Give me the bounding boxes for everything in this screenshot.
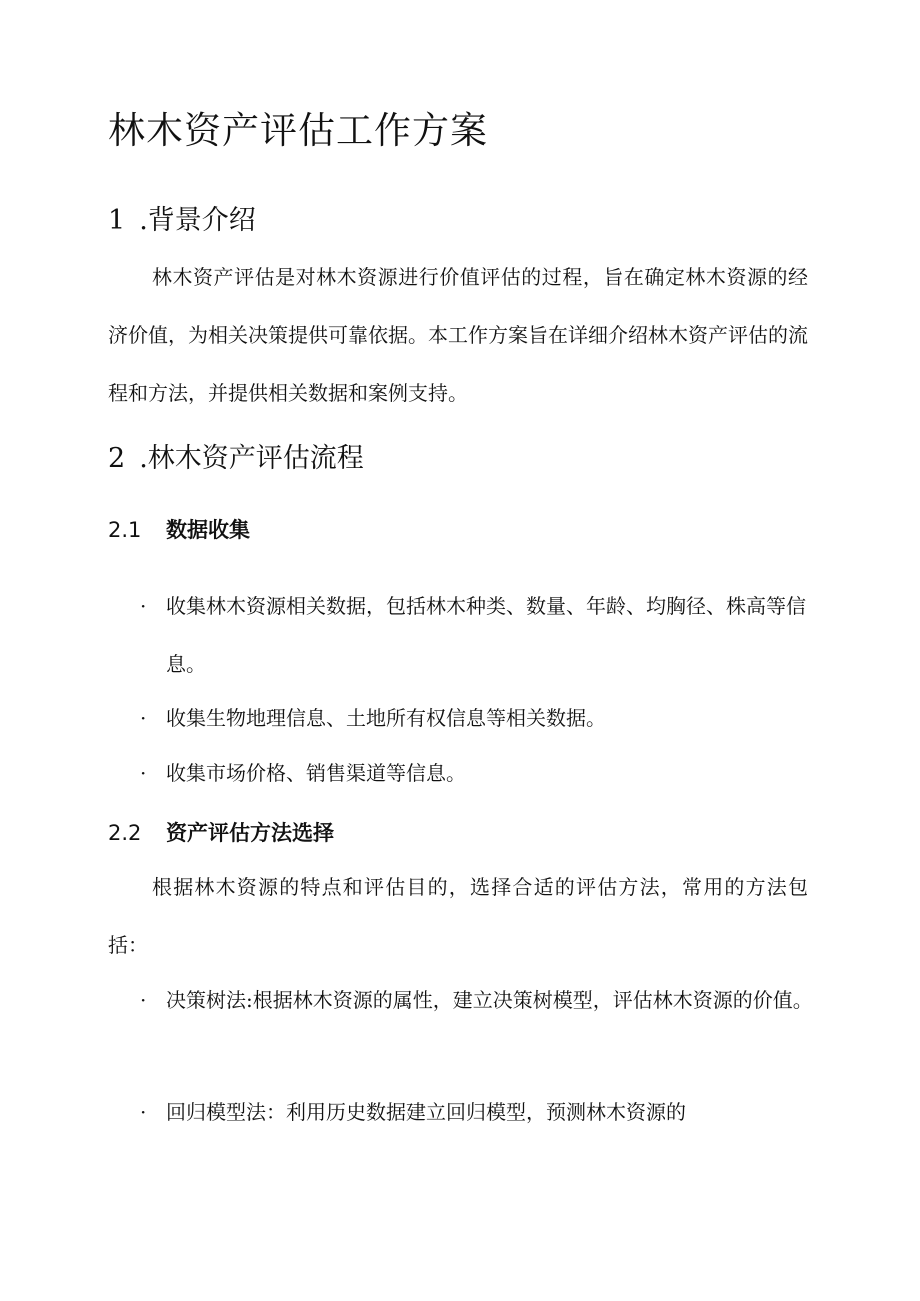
subsection-title: 资产评估方法选择 [166,821,334,845]
list-item-text: 回归模型法：利用历史数据建立回归模型，预测林木资源的 [166,1100,686,1124]
list-item-text: 收集生物地理信息、土地所有权信息等相关数据。 [166,706,606,730]
list-item [140,577,836,693]
section-number: 1 [108,205,126,236]
list-item [140,1083,836,1141]
section-heading-1 [108,198,256,237]
bullet-dot: · [140,761,147,785]
background-paragraph: 林木资产评估是对林木资源进行价值评估的过程，旨在确定林木资源的经济价值，为相关决策提供可靠依据。本工作方案旨在详细介绍林木资产评估的流程和方法，并提供相关数据和案例支持。 [108,265,808,405]
section-heading-2 [108,436,364,475]
list-item-text: 收集市场价格、销售渠道等信息。 [166,761,466,785]
list-item-text: 收集林木资源相关数据，包括林木种类、数量、年龄、均胸径、株高等信息。 [166,594,806,676]
bullet-dot: · [140,988,147,1012]
section-number: 2 [108,443,126,474]
list-item [140,689,836,747]
document-title: 林木资产评估工作方案 [108,109,488,152]
bullet-dot: · [140,1100,147,1124]
bullet-dot: · [140,706,147,730]
subsection-title: 数据收集 [166,518,250,542]
methods-paragraph: 根据林木资源的特点和评估目的，选择合适的评估方法，常用的方法包括： [108,875,808,957]
bullet-dot: · [140,594,147,618]
subsection-number: 2.2 [108,821,142,845]
section-title: .背景介绍 [139,205,256,236]
section-title: .林木资产评估流程 [139,443,364,474]
list-item-text: 决策树法:根据林木资源的属性，建立决策树模型，评估林木资源的价值。 [166,988,813,1012]
subsection-heading-2-1 [108,514,250,544]
subsection-number: 2.1 [108,518,142,542]
list-item [140,971,836,1029]
list-item [140,744,836,802]
subsection-heading-2-2 [108,817,334,847]
